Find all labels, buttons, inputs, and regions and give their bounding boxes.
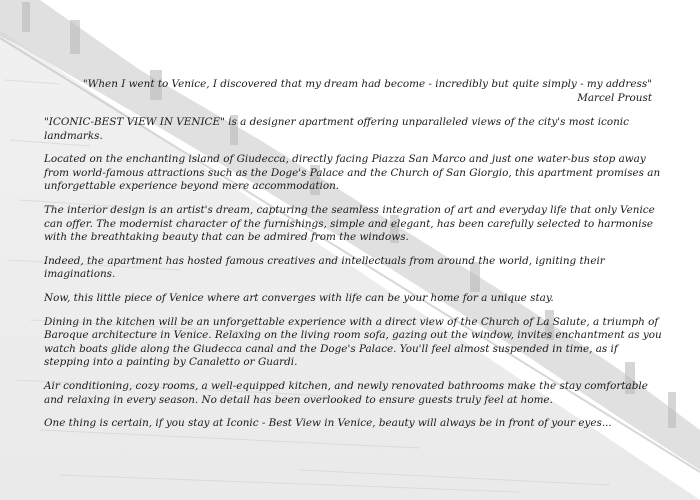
paragraph-interior: The interior design is an artist's dream, capturing the seamless integration of art and everyday life that only Venice can offer. The modernist character of the furnishings, simple and elegant, has been carefully selected to harmonise with the breathtaking beauty that can be admired from the windows. <box>44 203 655 244</box>
epigraph <box>12 78 652 105</box>
paragraph-closing: One thing is certain, if you stay at Iconic - Best View in Venice, beauty will always be in front of your eyes... <box>44 417 612 430</box>
paragraph-amenities: Air conditioning, cozy rooms, a well-equipped kitchen, and newly renovated bathrooms make the stay comfortable and relaxing in every season. No detail has been overlooked to ensure guests truly feel at home. <box>44 379 648 406</box>
description-text <box>44 116 664 441</box>
paragraph-location: Located on the enchanting island of Giudecca, directly facing Piazza San Marco and just one water-bus stop away from world-famous attractions such as the Doge's Palace and the Church of San Giorgio, this apartment promises an unforgettable experience beyond mere accommodation. <box>44 153 661 193</box>
paragraph-intro: "ICONIC-BEST VIEW IN VENICE" is a designer apartment offering unparalleled views of the city's most iconic landmarks. <box>44 116 629 142</box>
epigraph-author: Marcel Proust <box>577 91 652 104</box>
paragraph-views: Dining in the kitchen will be an unforgettable experience with a direct view of the Church of La Salute, a triumph of Baroque architecture in Venice. Relaxing on the living room sofa, gazing out the window, invites enchantment as you watch boats glide along the Giudecca canal and the Doge's Palace. You'll feel almost suspended in time, as if stepping into a painting by Canaletto or Guardi. <box>44 315 662 369</box>
epigraph-quote: "When I went to Venice, I discovered that my dream had become - incredibly but quite simply - my address" <box>82 78 652 90</box>
paragraph-home: Now, this little piece of Venice where art converges with life can be your home for a unique stay. <box>44 291 554 304</box>
paragraph-guests: Indeed, the apartment has hosted famous creatives and intellectuals from around the world, igniting their imaginations. <box>44 254 605 281</box>
